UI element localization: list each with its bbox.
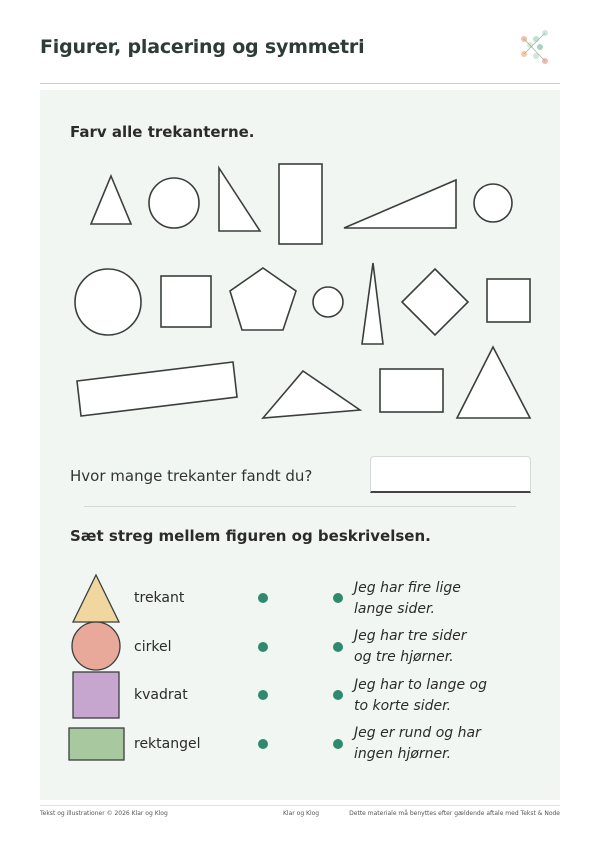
description-line: to korte sider. — [354, 698, 452, 714]
description-item — [354, 675, 504, 717]
word-cirkel: cirkel — [134, 639, 172, 655]
description-line: Jeg har fire lige — [354, 580, 461, 596]
description-item — [354, 626, 504, 668]
circle-icon — [72, 622, 120, 670]
page-title: Figurer, placering og symmetri — [40, 36, 365, 58]
word-rektangel: rektangel — [134, 736, 201, 752]
description-line: Jeg har to lange og — [354, 677, 487, 693]
word-trekant: trekant — [134, 590, 185, 606]
match-dot-left[interactable] — [258, 690, 268, 700]
description-line: lange sider. — [354, 601, 435, 617]
description-line: ingen hjørner. — [354, 746, 452, 762]
footer-copyright: Tekst og illustrationer © 2026 Klar og Klog — [40, 810, 168, 817]
triangle-icon — [73, 575, 119, 622]
task1-heading: Farv alle trekanterne. — [70, 123, 255, 141]
task2-heading: Sæt streg mellem figuren og beskrivelsen. — [70, 527, 431, 545]
match-dot-right[interactable] — [333, 642, 343, 652]
match-dot-right[interactable] — [333, 690, 343, 700]
match-dot-left[interactable] — [258, 739, 268, 749]
square-icon — [73, 672, 119, 718]
match-dot-right[interactable] — [333, 739, 343, 749]
rectangle-icon — [69, 728, 124, 760]
match-dot-left[interactable] — [258, 593, 268, 603]
match-dot-left[interactable] — [258, 642, 268, 652]
description-item — [354, 723, 504, 765]
match-dot-right[interactable] — [333, 593, 343, 603]
question-text: Hvor mange trekanter fandt du? — [70, 467, 313, 485]
description-item — [354, 578, 504, 620]
footer-brand: Klar og Klog — [283, 810, 320, 817]
description-line: og tre hjørner. — [354, 649, 454, 665]
description-line: Jeg har tre sider — [354, 628, 467, 644]
description-line: Jeg er rund og har — [354, 725, 481, 741]
footer-divider — [40, 805, 560, 806]
footer-license: Dette materiale må benyttes efter gældende aftale med Tekst & Node — [349, 810, 560, 817]
word-kvadrat: kvadrat — [134, 687, 188, 703]
